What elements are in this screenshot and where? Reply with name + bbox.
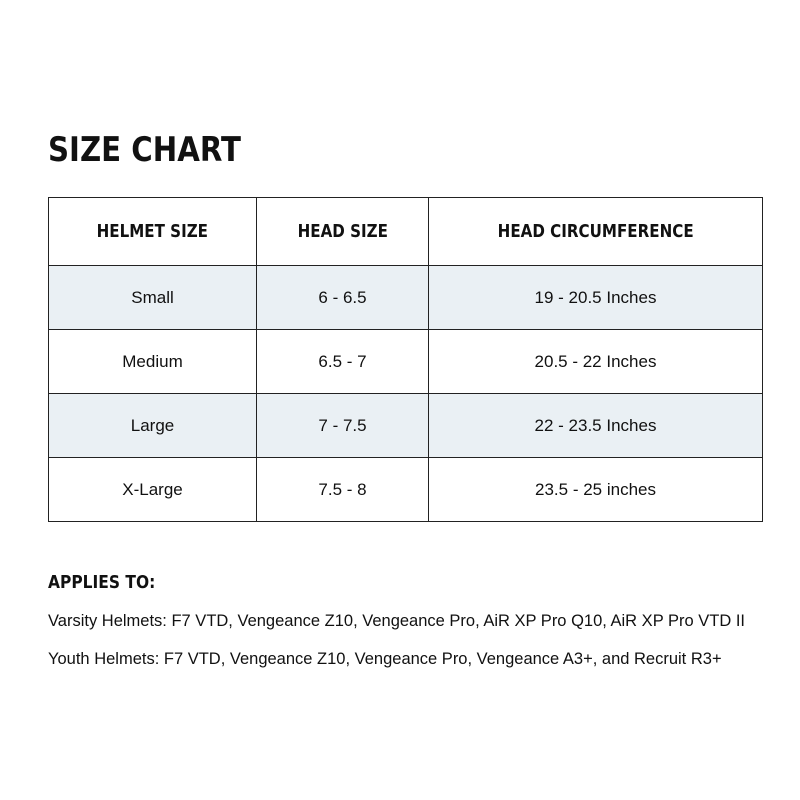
table-row: [49, 266, 763, 330]
table-header-row: [49, 198, 763, 266]
header-head-circumference: HEAD CIRCUMFERENCE: [429, 198, 763, 266]
head-circumference-cell: 19 - 20.5 Inches: [429, 266, 763, 330]
youth-helmets-line: Youth Helmets: F7 VTD, Vengeance Z10, Vengeance Pro, Vengeance A3+, and Recruit R3+: [48, 650, 722, 668]
helmet-size-cell: X-Large: [49, 458, 257, 522]
applies-to-heading: APPLIES TO:: [48, 572, 156, 593]
helmet-size-cell: Medium: [49, 330, 257, 394]
head-size-cell: 7 - 7.5: [257, 394, 429, 458]
helmet-size-cell: Small: [49, 266, 257, 330]
size-chart-table: [48, 197, 763, 522]
helmet-size-cell: Large: [49, 394, 257, 458]
table-row: [49, 330, 763, 394]
head-circumference-cell: 20.5 - 22 Inches: [429, 330, 763, 394]
table-row: [49, 458, 763, 522]
head-size-cell: 6 - 6.5: [257, 266, 429, 330]
head-size-cell: 6.5 - 7: [257, 330, 429, 394]
head-circumference-cell: 22 - 23.5 Inches: [429, 394, 763, 458]
varsity-helmets-line: Varsity Helmets: F7 VTD, Vengeance Z10, Vengeance Pro, AiR XP Pro Q10, AiR XP Pro VTD II: [48, 612, 745, 630]
page-title: SIZE CHART: [48, 130, 242, 170]
head-circumference-cell: 23.5 - 25 inches: [429, 458, 763, 522]
table-row: [49, 394, 763, 458]
header-helmet-size: HELMET SIZE: [49, 198, 257, 266]
header-head-size: HEAD SIZE: [257, 198, 429, 266]
head-size-cell: 7.5 - 8: [257, 458, 429, 522]
